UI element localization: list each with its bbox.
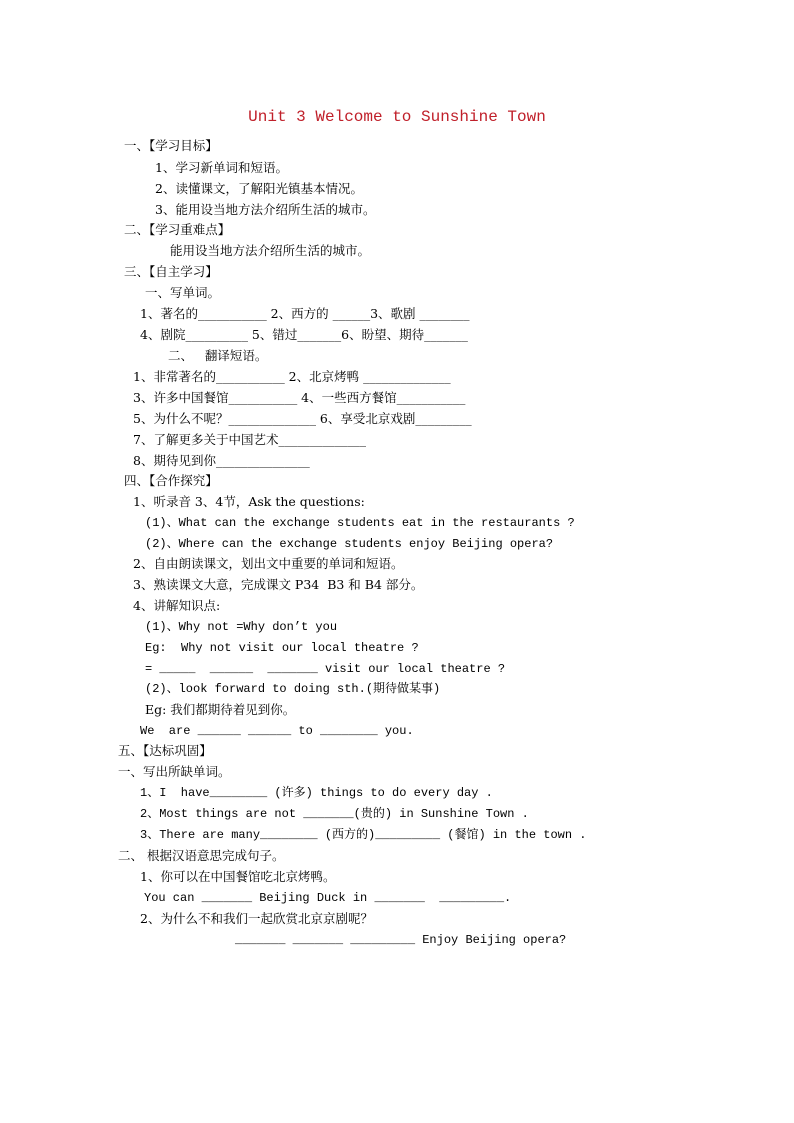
text-line: 2、自由朗读课文，划出文中重要的单词和短语。 <box>133 556 404 571</box>
text-line: (1)、Why not =Why don’t you <box>145 620 338 634</box>
exercise-line: 1、非常著名的___________ 2、北京烤鸭 ______________ <box>133 369 451 384</box>
question-line: (1)、What can the exchange students eat in the restaurants ? <box>145 516 575 530</box>
exercise-line: 3、许多中国餐馆___________ 4、一些西方餐馆___________ <box>133 390 466 405</box>
exercise-line: You can _______ Beijing Duck in _______ _________. <box>144 891 512 905</box>
section-heading: 三、【自主学习】 <box>124 264 218 279</box>
text-line: 2、读懂课文，了解阳光镇基本情况。 <box>155 181 363 196</box>
section-heading: 一、【学习目标】 <box>124 138 218 153</box>
sub-heading: 一、写单词。 <box>145 285 221 300</box>
text-line: 4、讲解知识点: <box>133 598 221 613</box>
question-line: (2)、Where can the exchange students enjoy Beijing opera? <box>145 537 554 551</box>
text-line: 2、为什么不和我们一起欣赏北京京剧呢？ <box>140 911 373 926</box>
sub-heading: 二、 根据汉语意思完成句子。 <box>118 848 285 863</box>
exercise-line: 8、期待见到你_______________ <box>133 453 310 468</box>
sub-heading: 二、 翻译短语。 <box>168 348 268 363</box>
section-heading: 四、【合作探究】 <box>124 473 218 488</box>
exercise-line: = _____ ______ _______ visit our local theatre ? <box>145 662 506 676</box>
exercise-line: 1、I have________ (许多) things to do every day . <box>140 786 493 800</box>
text-line: 1、你可以在中国餐馆吃北京烤鸭。 <box>140 869 336 884</box>
exercise-line: _______ _______ _________ Enjoy Beijing opera? <box>235 933 567 947</box>
exercise-line: 2、Most things are not _______(贵的) in Sunshine Town . <box>140 807 529 821</box>
exercise-line: 3、There are many________ (西方的)_________ (餐馆) in the town . <box>140 828 587 842</box>
page-title: Unit 3 Welcome to Sunshine Town <box>248 108 546 126</box>
section-heading: 五、【达标巩固】 <box>118 743 212 758</box>
exercise-line: We are ______ ______ to ________ you. <box>140 724 414 738</box>
section-heading: 二、【学习重难点】 <box>124 222 231 237</box>
example-line: Eg: 我们都期待着见到你。 <box>145 702 296 717</box>
text-line: 3、熟读课文大意，完成课文 P34 B3 和 B4 部分。 <box>133 577 424 592</box>
exercise-line: 1、著名的___________ 2、西方的 ______3、歌剧 ________ <box>140 306 470 321</box>
exercise-line: 7、了解更多关于中国艺术______________ <box>133 432 366 447</box>
text-line: 1、学习新单词和短语。 <box>155 160 288 175</box>
text-line: 1、听录音 3、4节，Ask the questions: <box>133 494 365 509</box>
exercise-line: 5、为什么不呢？______________ 6、享受北京戏剧_________ <box>133 411 472 426</box>
example-line: Eg: Why not visit our local theatre ? <box>145 641 419 655</box>
text-line: 3、能用设当地方法介绍所生活的城市。 <box>155 202 376 217</box>
sub-heading: 一、写出所缺单词。 <box>118 764 231 779</box>
text-line: (2)、look forward to doing sth.(期待做某事) <box>145 682 441 696</box>
exercise-line: 4、剧院__________ 5、错过_______6、盼望、期待_______ <box>140 327 468 342</box>
text-line: 能用设当地方法介绍所生活的城市。 <box>170 243 371 258</box>
